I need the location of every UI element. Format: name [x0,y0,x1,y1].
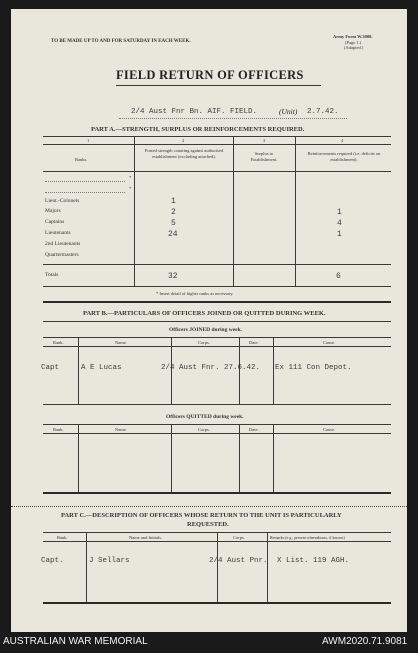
return-date: 2.7.42. [307,108,339,116]
joined-corps: 2/4 Aust Fnr. [161,364,220,372]
part-a-heading: PART A.—STRENGTH, SURPLUS OR REINFORCEMENTS REQUIRED. [91,126,305,133]
part-a-col-2: 2 [182,138,185,143]
col-corps: Corps. [233,535,245,540]
rank-label: Quartermasters [45,252,79,258]
joined-name: A E Lucas [81,364,122,372]
rank-label: 2nd Lieutenants [45,241,81,247]
part-a-number-line [43,144,391,145]
part-b-heading: PART B.—PARTICULARS OF OFFICERS JOINED OR QUITTED DURING WEEK. [83,310,326,317]
requested-corps: 2/4 Aust Pnr. [209,557,268,565]
col-corps: Corps. [198,427,210,432]
unit-name: 2/4 Aust Fnr Bn. AIF. FIELD. [131,108,258,116]
joined-date: 27.6.42. [224,364,261,372]
form-title: FIELD RETURN OF OFFICERS [116,68,304,82]
col-rank: Rank. [53,340,64,345]
posted-strength-header: Posted strength counting against authorised establishment (excluding attached). [144,148,224,159]
footer-source: AUSTRALIAN WAR MEMORIAL [3,636,148,647]
reinforcement-value: 4 [337,219,342,228]
posted-value: 1 [171,197,176,206]
form-sheet [11,9,407,632]
col-name: Name. [115,427,127,432]
total-reinforcements: 6 [336,272,341,281]
unit-label: (Unit) [279,107,298,116]
higher-rank-star: * [129,175,132,180]
form-page: (Page 1.) [345,40,362,45]
requested-name: J Sellars [89,557,130,565]
requested-remarks: X List. 119 AGH. [277,557,350,565]
col-cause: Cause. [323,340,336,345]
col-date: Date. [249,340,259,345]
footer-accession: AWM2020.71.9081 [322,636,408,647]
col-rank: Rank. [53,427,64,432]
col-name: Name. [115,340,127,345]
joined-cause: Ex 111 Con Depot. [275,364,352,372]
rank-label: Lieutenants [45,230,71,236]
form-number: Army Form W.3008. [333,34,373,39]
unit-dotted-line [119,118,347,119]
col-corps: Corps. [198,340,210,345]
perforation-line [11,506,407,507]
col-name-initials: Name and Initials. [129,535,163,540]
ranks-header: Ranks. [75,157,88,162]
part-a-col-3: 3 [263,138,266,143]
rank-label: Captains [45,219,65,225]
reinforcements-header: Reinforcements required (i.e. deficits on establishment). [307,151,381,162]
posted-value: 5 [171,219,176,228]
requested-rank: Capt. [41,557,64,565]
part-a-footnote: * Insert detail of higher ranks as necessary. [156,291,234,296]
joined-rank: Capt [41,364,60,372]
totals-label: Totals [45,272,59,278]
reinforcement-value: 1 [337,230,342,239]
part-a-col-4: 4 [341,138,344,143]
higher-rank-star: * [129,186,132,191]
header-instruction: TO BE MADE UP TO AND FOR SATURDAY IN EACH WEEK. [51,39,191,44]
rank-label: Majors [45,208,61,214]
archive-footer [0,632,418,653]
reinforcement-value: 1 [337,208,342,217]
surplus-header: Surplus to Establishment. [250,151,278,162]
joined-heading: Officers JOINED during week. [169,327,243,333]
col-rank: Rank. [57,535,68,540]
form-adapted: (Adapted.) [344,45,364,50]
total-posted: 32 [168,272,178,281]
part-a-col-1: 1 [87,138,90,143]
posted-value: 24 [168,230,178,239]
part-c-heading: PART C.—DESCRIPTION OF OFFICERS WHOSE RETURN TO THE UNIT IS PARTICULARLY [61,512,342,519]
title-underline [116,85,321,86]
part-c-heading-cont: REQUESTED. [187,521,229,528]
col-cause: Cause. [323,427,336,432]
col-date: Date. [249,427,259,432]
posted-value: 2 [171,208,176,217]
col-remarks: Remarks (e.g., present whereabouts, if known) [270,535,345,540]
part-a-top-line [43,136,391,137]
rank-label: Lieut.-Colonels [45,198,80,204]
quitted-heading: Officers QUITTED during week. [166,414,244,420]
